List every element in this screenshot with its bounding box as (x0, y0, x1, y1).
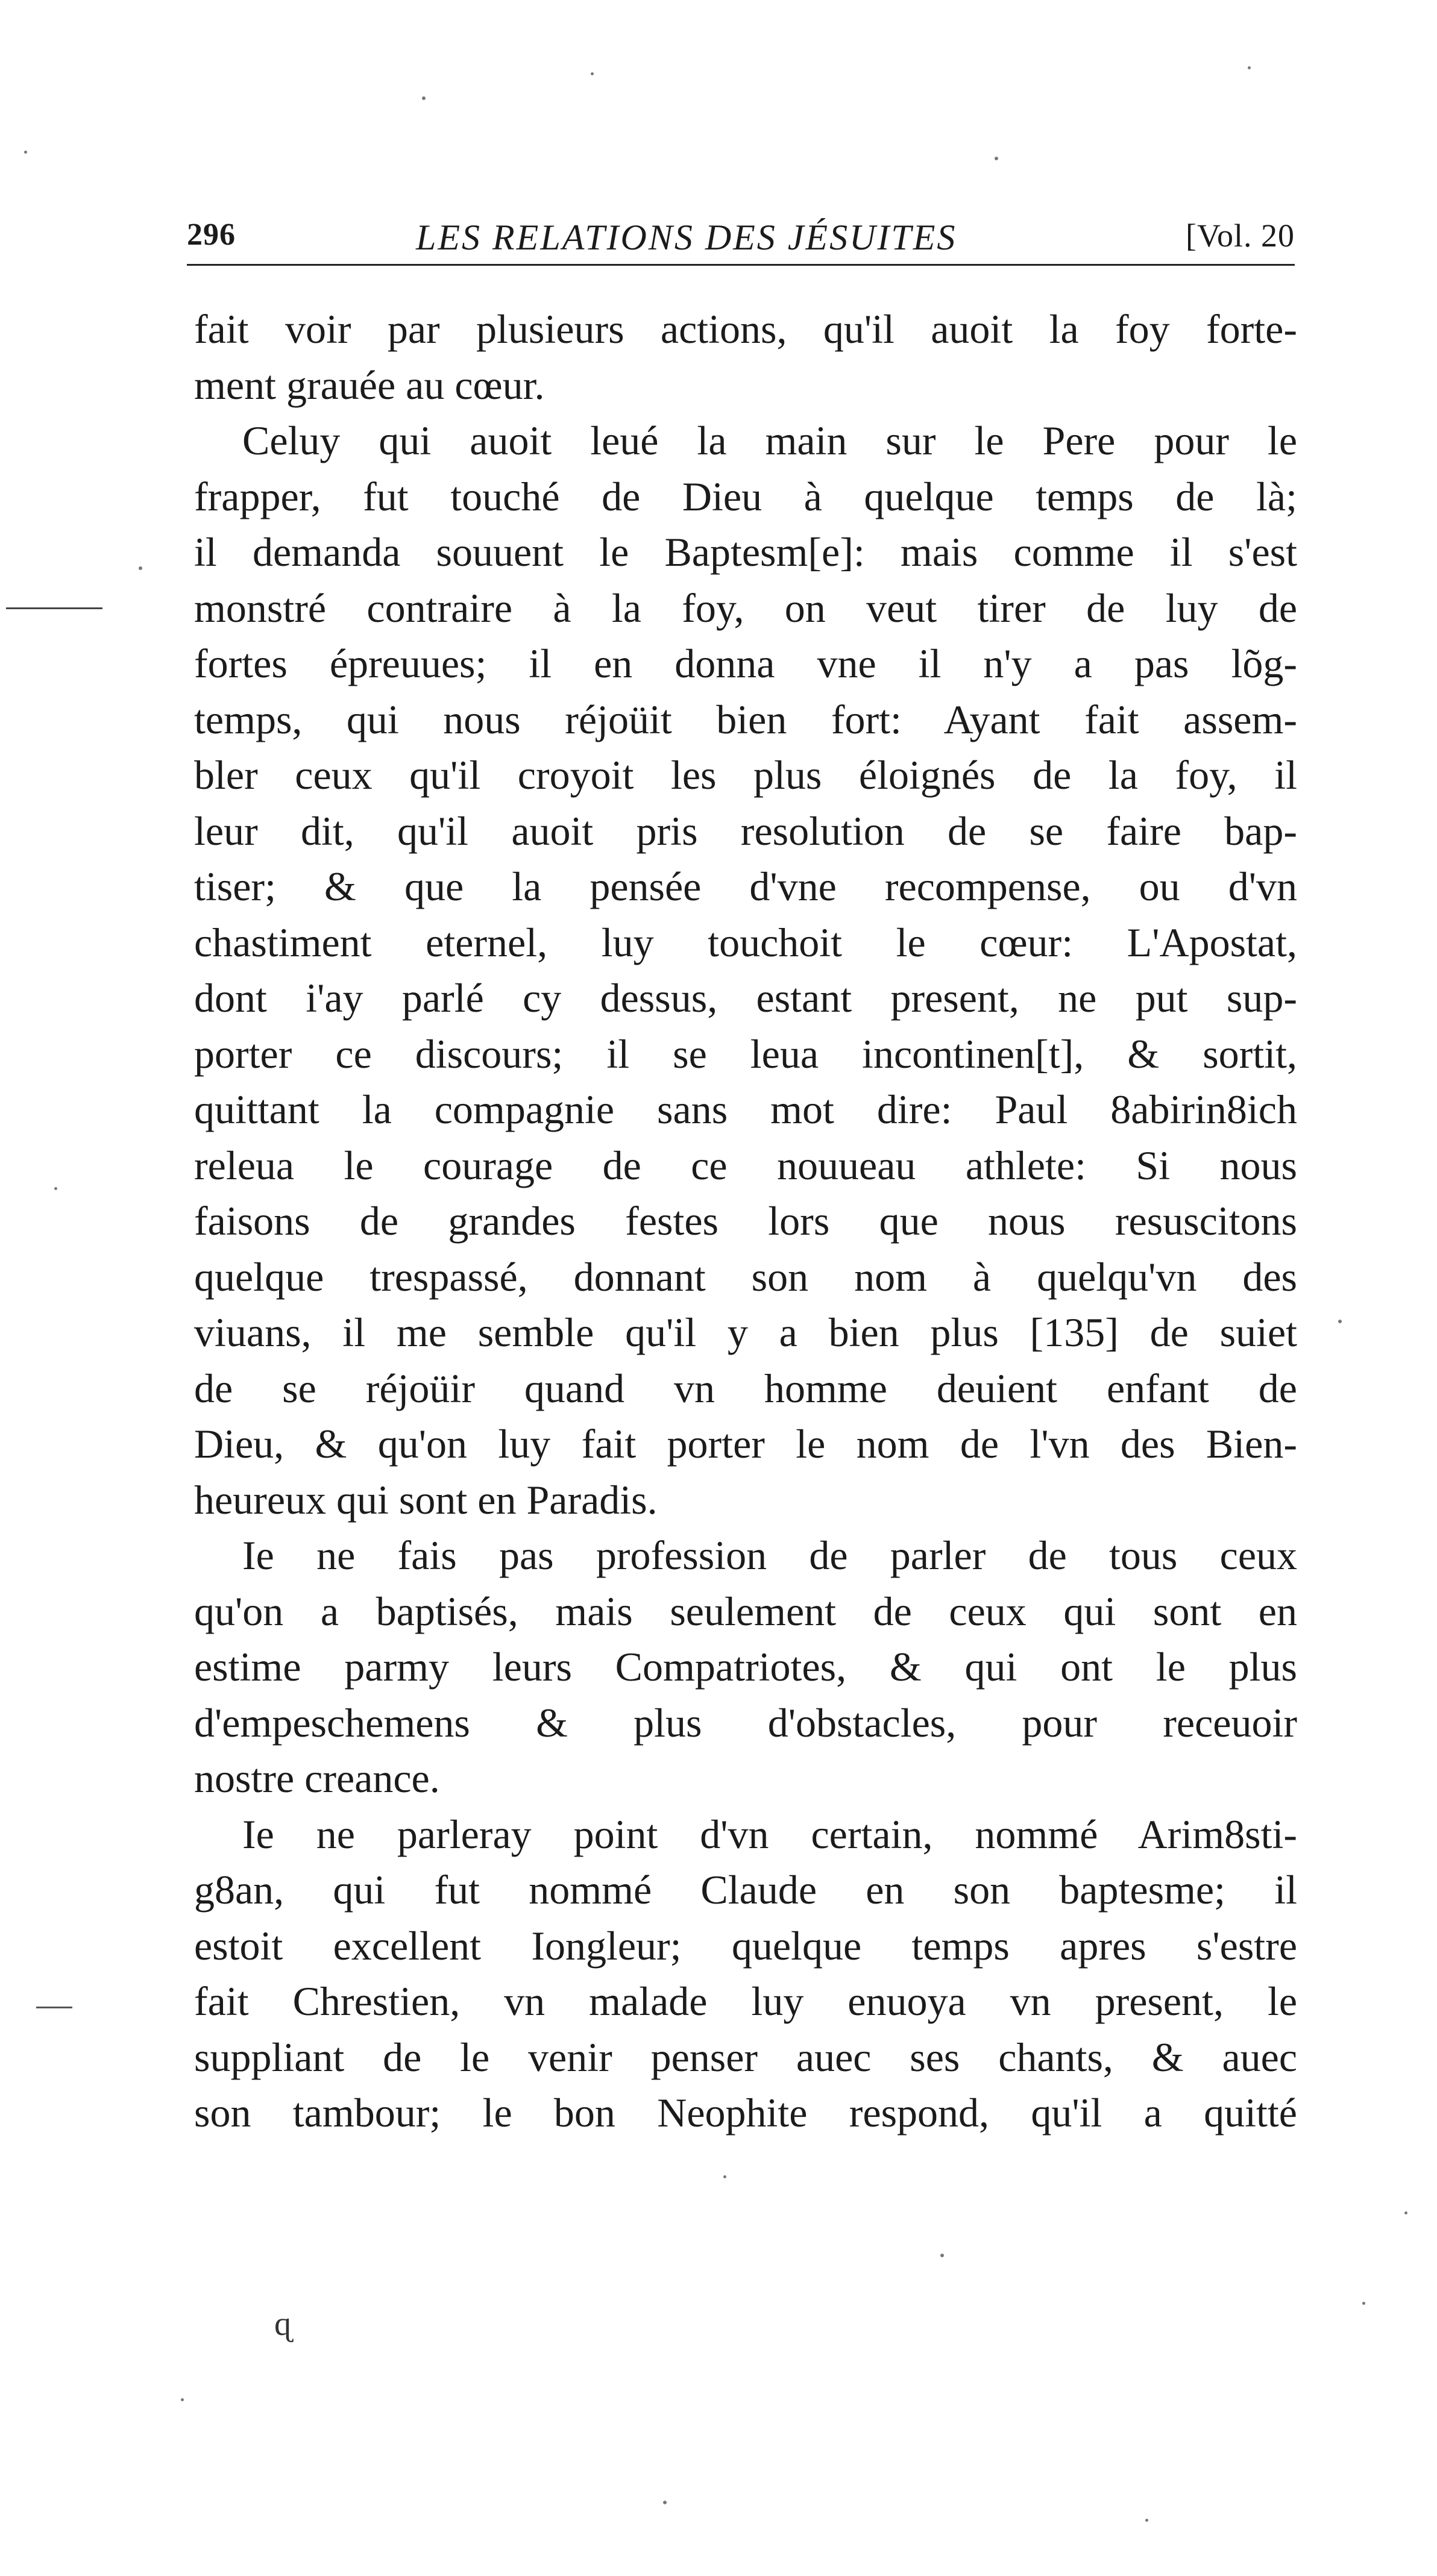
text-line: son tambour; le bon Neophite respond, qu'il a quitté (194, 2090, 1297, 2136)
text-line: Ie ne parleray point d'vn certain, nommé Arim8sti- (242, 1811, 1297, 1857)
text-line: estime parmy leurs Compatriotes, & qui ont le plus (194, 1644, 1297, 1690)
text-line: faisons de grandes festes lors que nous resuscitons (194, 1198, 1297, 1244)
text-line: nostre creance. (194, 1755, 440, 1801)
text-line: fortes épreuues; il en donna vne il n'y a pas lõg- (194, 641, 1297, 686)
text-line: viuans, il me semble qu'il y a bien plus [135] de suiet (194, 1309, 1297, 1355)
text-line: dont i'ay parlé cy dessus, estant present, ne put sup- (194, 975, 1297, 1021)
volume-label: [Vol. 20 (1185, 218, 1295, 254)
dust-speck (54, 1187, 57, 1190)
text-line: leur dit, qu'il auoit pris resolution de se faire bap- (194, 807, 1297, 854)
text-line: chastiment eternel, luy touchoit le cœur: L'Apostat, (194, 919, 1297, 965)
text-line: tiser; & que la pensée d'vne recompense, ou d'vn (194, 863, 1297, 909)
dust-speck (24, 151, 27, 154)
text-line: Ie ne fais pas profession de parler de tous ceux (242, 1532, 1297, 1578)
dust-speck (1338, 1320, 1342, 1323)
text-line: frapper, fut touché de Dieu à quelque temps de là; (194, 473, 1297, 519)
dust-speck (1248, 66, 1251, 69)
dust-speck (663, 2501, 667, 2504)
dust-speck (1362, 2302, 1365, 2305)
dust-speck (1404, 2211, 1407, 2214)
page-number: 296 (187, 218, 236, 252)
header-rule (187, 264, 1295, 266)
body-text (194, 301, 1297, 2141)
dust-speck (1145, 2519, 1148, 2522)
text-line: fait voir par plusieurs actions, qu'il auoit la foy forte- (194, 306, 1297, 352)
dust-speck (139, 566, 142, 570)
margin-rule-mark (6, 607, 102, 609)
text-line: g8an, qui fut nommé Claude en son baptesme; il (194, 1867, 1297, 1913)
dust-speck (723, 2175, 726, 2178)
text-line: heureux qui sont en Paradis. (194, 1476, 658, 1523)
text-line: releua le courage de ce nouueau athlete: Si nous (194, 1142, 1297, 1188)
dust-speck (181, 2398, 184, 2401)
text-line: suppliant de le venir penser auec ses chants, & auec (194, 2034, 1297, 2080)
text-line: porter ce discours; il se leua incontinen[t], & sortit, (194, 1030, 1297, 1077)
ink-blot-mark: ɋ (274, 2305, 291, 2343)
text-line: monstré contraire à la foy, on veut tirer de luy de (194, 584, 1297, 631)
dust-speck (940, 2254, 944, 2257)
dust-speck (591, 72, 594, 75)
running-head (187, 211, 1295, 265)
text-line: qu'on a baptisés, mais seulement de ceux qui sont en (194, 1588, 1297, 1634)
dust-speck (995, 157, 998, 160)
text-line: ment grauée au cœur. (194, 362, 545, 408)
text-line: bler ceux qu'il croyoit les plus éloignés de la foy, il (194, 752, 1297, 798)
text-line: quelque trespassé, donnant son nom à quelqu'vn des (194, 1253, 1297, 1300)
text-line: Dieu, & qu'on luy fait porter le nom de l'vn des Bien- (194, 1421, 1297, 1467)
text-line: estoit excellent Iongleur; quelque temps apres s'estre (194, 1922, 1297, 1969)
running-title: LES RELATIONS DES JÉSUITES (416, 218, 957, 257)
text-line: de se réjoüir quand vn homme deuient enfant de (194, 1365, 1297, 1411)
text-line: Celuy qui auoit leué la main sur le Pere pour le (242, 418, 1297, 463)
margin-dash-mark (36, 2007, 72, 2008)
text-line: quittant la compagnie sans mot dire: Paul 8abirin8ich (194, 1086, 1297, 1132)
text-line: il demanda souuent le Baptesm[e]: mais comme il s'est (194, 529, 1297, 575)
text-line: temps, qui nous réjoüit bien fort: Ayant fait assem- (194, 696, 1297, 742)
text-line: fait Chrestien, vn malade luy enuoya vn present, le (194, 1978, 1297, 2024)
dust-speck (422, 96, 426, 100)
text-line: d'empeschemens & plus d'obstacles, pour receuoir (194, 1699, 1297, 1746)
